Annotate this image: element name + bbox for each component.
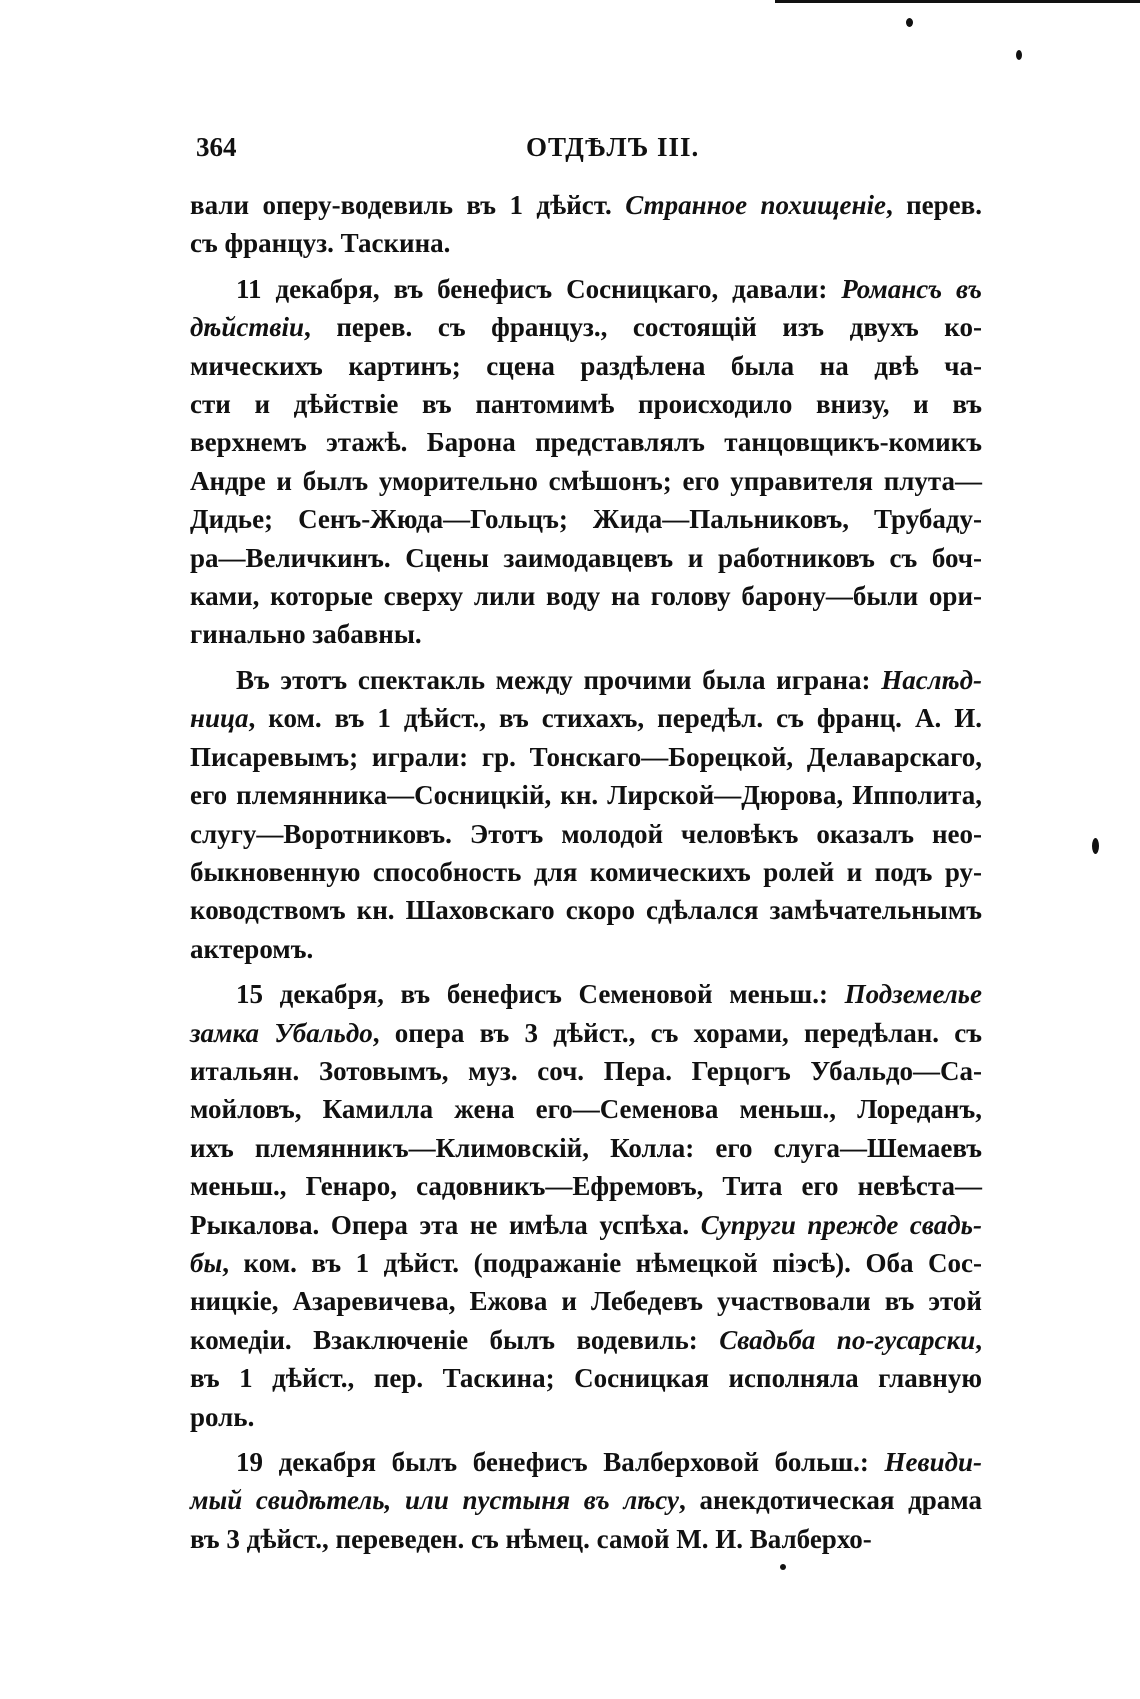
text-line — [190, 224, 982, 262]
scan-speck — [1016, 50, 1022, 60]
text-run: актеромъ. — [190, 933, 314, 964]
text-line — [190, 1359, 982, 1397]
text-line — [190, 1052, 982, 1090]
text-line — [190, 1398, 982, 1436]
text-run: , — [975, 1324, 982, 1355]
text-line — [190, 776, 982, 814]
text-run: , перев. съ француз., состоящій изъ двухъ ко- — [304, 312, 982, 343]
section-title: ОТДѢЛЪ III. — [526, 132, 700, 162]
text-run: сти и дѣйствіе въ пантомимѣ происходило внизу, и въ — [190, 389, 982, 420]
text-run: съ француз. Таскина. — [190, 228, 451, 259]
text-run: , ком. въ 1 дѣйст., въ стихахъ, передѣл. съ франц. А. И. — [248, 703, 982, 734]
text-run: вали оперу-водевиль въ 1 дѣйст. — [190, 190, 626, 220]
text-line — [190, 1129, 982, 1167]
text-line — [190, 661, 982, 699]
text-line — [190, 385, 982, 423]
text-run: гинально забавны. — [190, 619, 422, 650]
text-line — [190, 270, 982, 308]
text-line — [190, 423, 982, 461]
text-line — [190, 1481, 982, 1519]
text-run: , опера въ 3 дѣйст., съ хорами, передѣлан. съ — [372, 1017, 982, 1048]
text-line — [190, 1167, 982, 1205]
text-line — [190, 1206, 982, 1244]
text-line — [190, 186, 982, 224]
text-line — [190, 1321, 982, 1359]
text-run: Рыкалова. Опера эта не имѣла успѣха. — [190, 1209, 701, 1240]
text-run: мическихъ картинъ; сцена раздѣлена была на двѣ ча- — [190, 350, 982, 381]
text-run: , анекдотическая драма — [679, 1485, 982, 1516]
text-line — [190, 1014, 982, 1052]
text-run: 19 декабря былъ бенефисъ Валберховой больш.: — [236, 1447, 885, 1477]
paragraph — [190, 270, 982, 654]
text-run: итальян. Зотовымъ, муз. соч. Пера. Герцогъ Убальдо—Са- — [190, 1055, 982, 1086]
text-run: Дидье; Сенъ-Жюда—Гольцъ; Жида—Пальниковъ, Трубаду- — [190, 504, 982, 535]
italic-title: Наслѣд- — [881, 664, 982, 695]
text-line — [190, 539, 982, 577]
scan-speck — [906, 18, 913, 27]
italic-title: Невиди- — [884, 1447, 982, 1477]
text-line — [190, 308, 982, 346]
text-run: верхнемъ этажѣ. Барона представлялъ танцовщикъ-комикъ — [190, 427, 982, 458]
page-number: 364 — [196, 132, 237, 162]
italic-title: Супруги прежде свадь- — [700, 1209, 983, 1240]
body-text — [190, 186, 982, 1565]
text-line — [190, 615, 982, 653]
scan-speck — [1092, 838, 1099, 854]
text-line — [190, 1282, 982, 1320]
text-run: ководствомъ кн. Шаховскаго скоро сдѣлался замѣчательнымъ — [190, 895, 982, 926]
text-line — [190, 699, 982, 737]
italic-title: Странное похищеніе — [625, 190, 886, 220]
text-line — [190, 891, 982, 929]
text-run: Писаревымъ; играли: гр. Тонскаго—Борецкой, Делаварскаго, — [190, 741, 982, 772]
text-run: слугу—Воротниковъ. Этотъ молодой человѣкъ оказалъ нео- — [190, 818, 982, 849]
text-run: Андре и былъ уморительно смѣшонъ; его управителя плута— — [190, 465, 982, 496]
text-run: ра—Величкинъ. Сцены заимодавцевъ и работниковъ съ боч- — [190, 542, 982, 573]
text-line — [190, 577, 982, 615]
text-line — [190, 738, 982, 776]
text-line — [190, 500, 982, 538]
text-line — [190, 462, 982, 500]
text-run: ницкіе, Азаревичева, Ежова и Лебедевъ участвовали въ этой — [190, 1286, 982, 1317]
text-line — [190, 815, 982, 853]
text-line — [190, 930, 982, 968]
text-line — [190, 1244, 982, 1282]
text-run: Въ этотъ спектакль между прочими была играна: — [236, 664, 882, 695]
text-line — [190, 1520, 982, 1558]
italic-title: Подземелье — [844, 979, 982, 1010]
italic-title: ница — [190, 703, 249, 734]
scan-edge-line — [775, 0, 1140, 3]
text-run: , перев. — [885, 190, 983, 220]
text-run: 11 декабря, въ бенефисъ Сосницкаго, давали: — [236, 273, 842, 304]
text-run: 15 декабря, въ бенефисъ Семеновой меньш.: — [236, 979, 845, 1010]
text-run: его племянника—Сосницкій, кн. Лирской—Дюрова, Ипполита, — [190, 780, 982, 811]
italic-title: бы — [190, 1247, 223, 1278]
text-run: роль. — [190, 1401, 255, 1432]
running-head — [196, 128, 986, 172]
paragraph — [190, 186, 982, 263]
text-run: ками, которые сверху лили воду на голову барону—были ори- — [190, 581, 982, 612]
text-run: , ком. въ 1 дѣйст. (подражаніе нѣмецкой піэсѣ). Оба Сос- — [222, 1247, 982, 1278]
italic-title: Романсъ въ — [841, 273, 982, 304]
paragraph — [190, 1443, 982, 1558]
italic-title: мый свидѣтель, или пустыня въ лѣсу — [190, 1485, 680, 1516]
scan-speck — [780, 1564, 786, 1570]
text-run: мойловъ, Камилла жена его—Семенова меньш., Лореданъ, — [190, 1094, 982, 1125]
paragraph — [190, 661, 982, 968]
text-line — [190, 853, 982, 891]
text-line — [190, 1090, 982, 1128]
italic-title: дѣйствіи — [190, 312, 304, 343]
paragraph — [190, 975, 982, 1436]
text-line — [190, 347, 982, 385]
text-run: въ 1 дѣйст., пер. Таскина; Сосницкая исполняла главную — [190, 1363, 982, 1394]
text-run: быкновенную способность для комическихъ ролей и подъ ру- — [190, 856, 982, 887]
text-line — [190, 975, 982, 1013]
italic-title: замка Убальдо — [190, 1017, 373, 1048]
text-line — [190, 1443, 982, 1481]
text-run: комедіи. Взаключеніе былъ водевиль: — [190, 1324, 720, 1355]
text-run: меньш., Генаро, садовникъ—Ефремовъ, Тита его невѣста— — [190, 1171, 982, 1202]
text-run: ихъ племянникъ—Климовскій, Колла: его слуга—Шемаевъ — [190, 1132, 982, 1163]
italic-title: Свадьба по-гусарски — [719, 1324, 976, 1355]
text-run: въ 3 дѣйст., переведен. съ нѣмец. самой М. И. Валберхо- — [190, 1523, 872, 1554]
